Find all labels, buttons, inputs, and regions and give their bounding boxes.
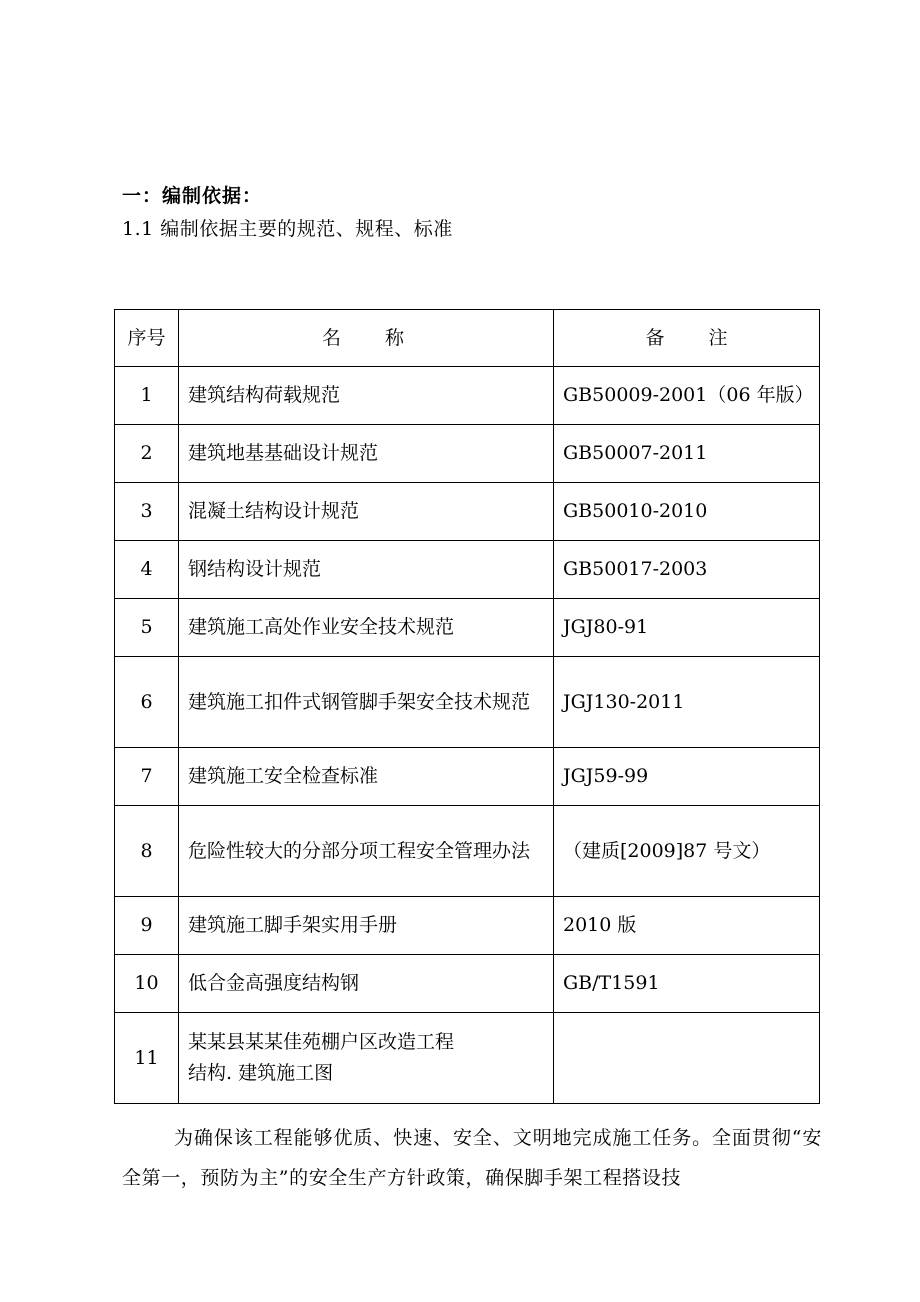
table-row [115,541,820,599]
row-note: JGJ130-2011 [554,657,820,748]
row-note: GB50009-2001（06 年版） [554,367,820,425]
row-note: GB50017-2003 [554,541,820,599]
row-index: 8 [115,806,179,897]
table-row [115,748,820,806]
row-note: JGJ80-91 [554,599,820,657]
row-note: GB50007-2011 [554,425,820,483]
row-name: 建筑施工扣件式钢管脚手架安全技术规范 [179,657,554,748]
row-name-line: 结构. 建筑施工图 [188,1062,334,1084]
row-note: GB50010-2010 [554,483,820,541]
header-name: 名称 [179,310,554,367]
row-index: 1 [115,367,179,425]
row-name: 建筑结构荷载规范 [179,367,554,425]
standards-table [114,309,820,1104]
row-name-line: 某某县某某佳苑棚户区改造工程 [188,1031,455,1053]
row-index: 6 [115,657,179,748]
row-note: （建质[2009]87 号文） [554,806,820,897]
row-name: 建筑施工安全检查标准 [179,748,554,806]
table-row [115,483,820,541]
header-index: 序号 [115,310,179,367]
row-note: JGJ59-99 [554,748,820,806]
row-name: 危险性较大的分部分项工程安全管理办法 [179,806,554,897]
table-row [115,425,820,483]
row-index: 2 [115,425,179,483]
row-name: 建筑施工脚手架实用手册 [179,897,554,955]
table-row [115,657,820,748]
header-note: 备注 [554,310,820,367]
row-note: 2010 版 [554,897,820,955]
row-name: 钢结构设计规范 [179,541,554,599]
table-row [115,599,820,657]
table-row [115,806,820,897]
table-row [115,897,820,955]
row-index: 10 [115,955,179,1013]
table-row [115,367,820,425]
table-header-row [115,310,820,367]
subsection-heading: 1.1 编制依据主要的规范、规程、标准 [122,218,453,240]
row-note [554,1013,820,1104]
table-row [115,955,820,1013]
table-row [115,1013,820,1104]
row-index: 7 [115,748,179,806]
section-heading: 一：编制依据： [122,185,263,207]
row-name [179,1013,554,1104]
row-index: 3 [115,483,179,541]
row-index: 9 [115,897,179,955]
body-paragraph: 为确保该工程能够优质、快速、安全、文明地完成施工任务。全面贯彻“安全第一，预防为主”的安全生产方针政策，确保脚手架工程搭设技 [122,1127,822,1189]
row-name: 混凝土结构设计规范 [179,483,554,541]
row-name: 建筑施工高处作业安全技术规范 [179,599,554,657]
row-index: 11 [115,1013,179,1104]
row-name: 低合金高强度结构钢 [179,955,554,1013]
row-note: GB/T1591 [554,955,820,1013]
row-name: 建筑地基基础设计规范 [179,425,554,483]
row-index: 5 [115,599,179,657]
row-index: 4 [115,541,179,599]
